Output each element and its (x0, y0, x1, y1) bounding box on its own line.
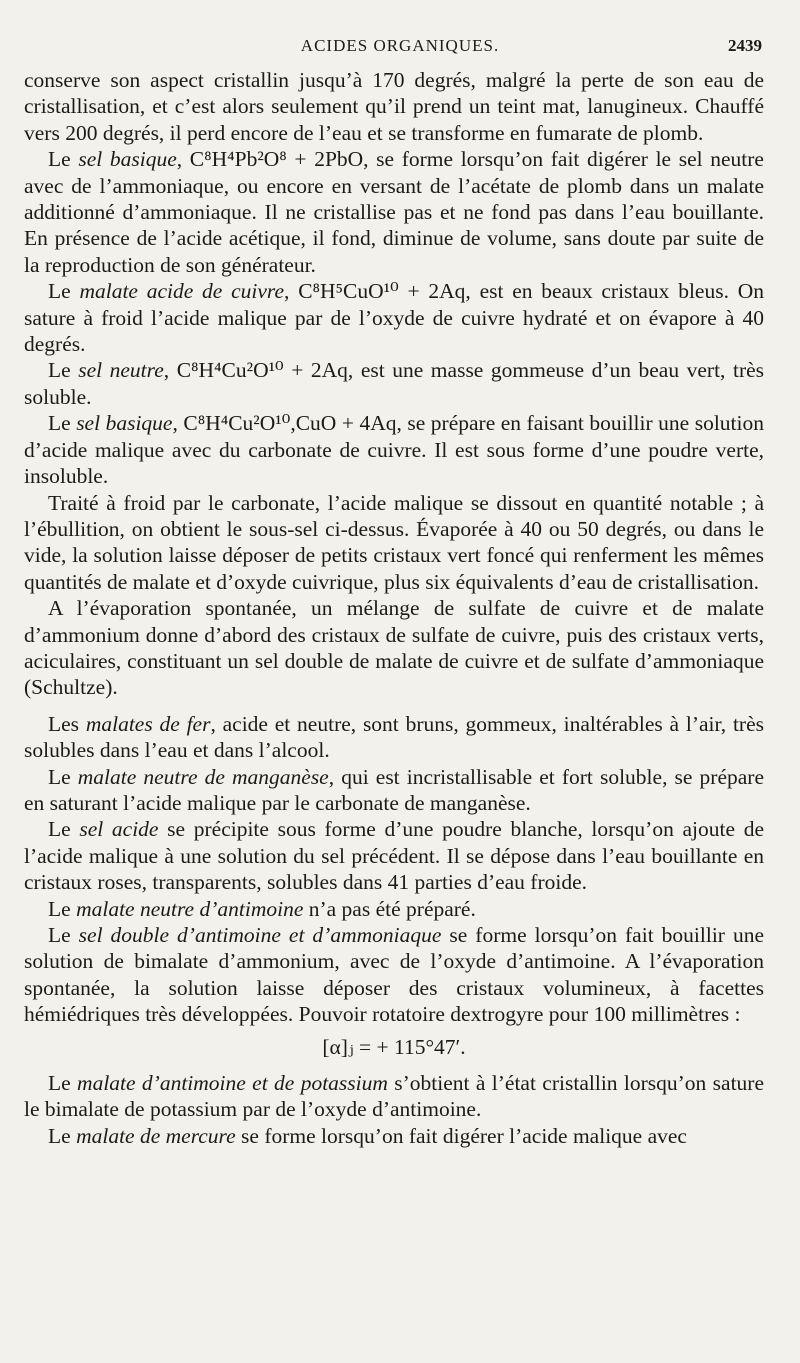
lead-text: Le (48, 1071, 78, 1096)
paragraph-text: A l’évaporation spontanée, un mélange de sulfate de cuivre et de malate d’ammonium donne d’abord des cristaux de sulfate de cuivre, puis des cristaux verts, aciculaires, constituant un sel double de malate de cuivre et de sulfate d’ammoniaque (Schultze). (24, 596, 764, 700)
paragraph-text: Traité à froid par le carbonate, l’acide malique se dissout en quantité notable ; à l’ébullition, on obtient le sous-sel ci-dessus. Évaporée à 40 ou 50 degrés, ou dans le vide, la solution laisse déposer de petits cristaux vert foncé qui renferment les mêmes quantités de malate et d’oxyde cuivrique, plus six équivalents d’eau de cristallisation. (24, 490, 764, 594)
paragraph-antimony-malate (24, 896, 764, 922)
paragraph-continuation (24, 67, 764, 146)
paragraph-text: , qui est incristallisable et fort soluble, se prépare en saturant l’acide malique par le carbonate de manganèse. (24, 764, 764, 815)
paragraph-copper-basic-salt: Le sel basique, C⁸H⁴Cu²O¹⁰,CuO + 4Aq, se prépare en faisant bouillir une solution d’acide malique avec du carbonate de cuivre. Il est sous forme d’une poudre verte, insoluble. (24, 411, 764, 489)
paragraph-text: s’obtient à l’état cristallin lorsqu’on sature le bimalate de potassium par de l’oxyde d’antimoine. (24, 1071, 764, 1122)
lead-text: Le (48, 764, 78, 789)
italic-term: sel basique (76, 411, 173, 436)
paragraph-text: n’a pas été préparé. (303, 896, 476, 921)
paragraph-text: , se prépare en faisant bouillir une solution d’acide malique avec du carbonate de cuivre. Il est sous forme d’une poudre verte, insoluble. (24, 411, 764, 489)
paragraph-antimony-potassium (24, 1070, 764, 1123)
paragraph-text: se forme lorsqu’on fait bouillir une solution de bimalate d’ammonium, avec de l’oxyde d’antimoine. A l’évaporation spontanée, la solution laisse déposer des cristaux volumineux, à facettes hémiédriques très développées. Pouvoir rotatoire dextrogyre pour 100 millimètres : (24, 923, 764, 1027)
italic-term: malate d’antimoine et de potassium (77, 1071, 388, 1096)
lead-text: Le (48, 358, 79, 383)
paragraph-lead-basic-salt: Le sel basique, C⁸H⁴Pb²O⁸ + 2PbO, se forme lorsqu’on fait digérer le sel neutre avec de l’ammoniaque, ou encore en versant de l’acétate de plomb dans un malate additionné d’ammoniaque. Il ne cristallise pas et ne fond pas dans l’eau bouillante. En présence de l’acide acétique, il fond, diminue de volume, sans doute par suite de la reproduction de son générateur. (24, 147, 764, 277)
paragraph-text: , est une masse gommeuse d’un beau vert, très soluble. (24, 358, 765, 409)
paragraph-text: conserve son aspect cristallin jusqu’à 170 degrés, malgré la perte de son eau de cristallisation, et c’est alors seulement qu’il prend un teint mat, lanugineux. Chauffé vers 200 degrés, il perd encore de l’eau et se transforme en fumarate de plomb. (24, 68, 764, 145)
chemical-formula: C⁸H⁴Pb²O⁸ + 2PbO (189, 147, 364, 172)
chemical-formula: C⁸H⁵CuO¹⁰ + 2Aq (298, 279, 466, 304)
running-header (0, 36, 800, 66)
chemical-formula: C⁸H⁴Cu²O¹⁰,CuO + 4Aq (183, 411, 397, 436)
lead-text: Les (48, 711, 86, 736)
paragraph-text: , se forme lorsqu’on fait digérer le sel neutre avec de l’ammoniaque, ou encore en versant de l’acétate de plomb dans un malate additionné d’ammoniaque. Il ne cristallise pas et ne fond pas dans l’eau bouillante. En présence de l’acide acétique, il fond, diminue de volume, sans doute par suite de la reproduction de son générateur. (24, 147, 764, 277)
paragraph-carbonate-treatment (24, 490, 764, 596)
italic-term: sel double d’antimoine et d’ammoniaque (78, 923, 442, 947)
lead-text: Le (48, 411, 77, 436)
rotatory-power-formula: [α]ⱼ = + 115°47′. (322, 1034, 466, 1059)
lead-text: Le (48, 817, 80, 842)
italic-term: malate de mercure (76, 1123, 236, 1148)
lead-text: Le (48, 147, 79, 172)
page-number: 2439 (728, 36, 762, 55)
chemical-formula: C⁸H⁴Cu²O¹⁰ + 2Aq (176, 358, 348, 383)
paragraph-text: , acide et neutre, sont bruns, gommeux, inaltérables à l’air, très solubles dans l’eau et dans l’alcool. (24, 711, 764, 763)
paragraph-iron-malates (24, 711, 764, 764)
lead-text: Le (48, 896, 77, 921)
text-body (24, 67, 764, 1149)
italic-term: sel basique (78, 147, 177, 172)
running-title: ACIDES ORGANIQUES. (300, 36, 500, 55)
paragraph-text: , est en beaux cristaux bleus. On sature à froid l’acide malique par de l’oxyde de cuivre hydraté et on évapore à 40 degrés. (24, 279, 764, 357)
paragraph-text: se forme lorsqu’on fait digérer l’acide malique avec (235, 1123, 687, 1148)
italic-term: malates de fer (85, 711, 211, 736)
italic-term: sel acide (79, 817, 159, 842)
italic-term: malate acide de cuivre (79, 279, 285, 304)
paragraph-copper-neutral-salt: Le sel neutre, C⁸H⁴Cu²O¹⁰ + 2Aq, est une masse gommeuse d’un beau vert, très soluble. (24, 358, 765, 409)
italic-term: sel neutre (78, 358, 164, 383)
lead-text: Le (48, 279, 80, 304)
paragraph-double-salt (24, 922, 764, 1028)
paragraph-text: se précipite sous forme d’une poudre blanche, lorsqu’on ajoute de l’acide malique à une solution du sel précédent. Il se dépose dans l’eau bouillante en cristaux roses, transparents, solubles dans 41 parties d’eau froide. (24, 817, 764, 895)
paragraph-acid-salt (24, 816, 764, 895)
paragraph-copper-acid-malate: Le malate acide de cuivre, C⁸H⁵CuO¹⁰ + 2Aq, est en beaux cristaux bleus. On sature à froid l’acide malique par de l’oxyde de cuivre hydraté et on évapore à 40 degrés. (24, 279, 764, 357)
paragraph-mercury-malate (24, 1123, 764, 1149)
italic-term: malate neutre de manganèse (77, 764, 329, 789)
paragraph-manganese-malate (24, 764, 764, 817)
paragraph-spontaneous-evaporation (24, 595, 764, 701)
lead-text: Le (48, 1123, 77, 1148)
lead-text: Le (48, 923, 79, 947)
italic-term: malate neutre d’antimoine (76, 896, 304, 921)
